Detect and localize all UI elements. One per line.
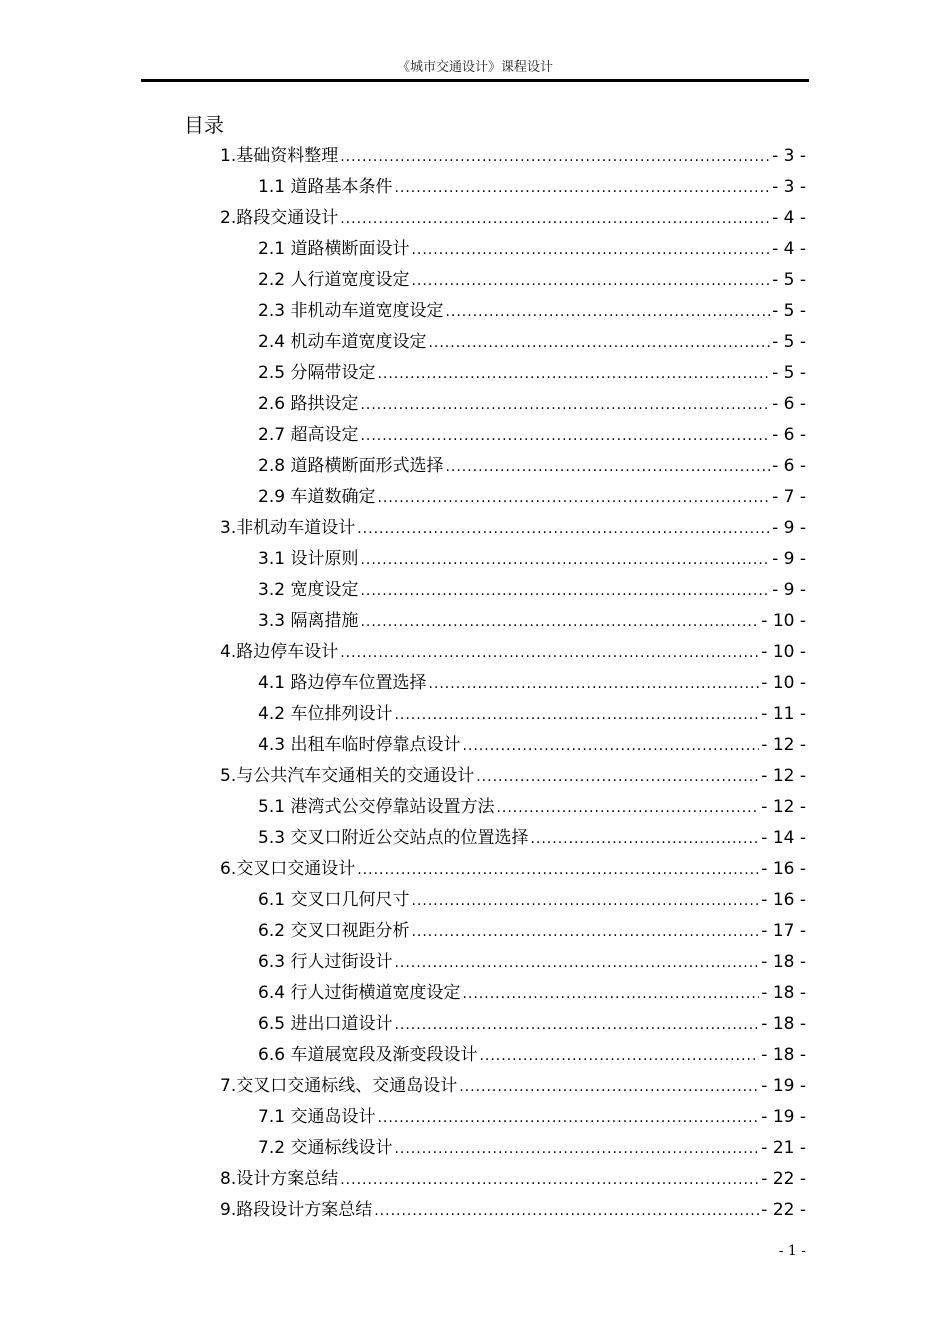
toc-entry[interactable] (220, 296, 806, 327)
toc-entry[interactable] (220, 327, 806, 358)
toc-entry[interactable] (220, 575, 806, 606)
toc-entry[interactable] (220, 1195, 806, 1226)
page-header: 《城市交通设计》课程设计 (396, 60, 553, 75)
toc-dot-leader (357, 855, 759, 886)
toc-entry-page: - 5 - (772, 332, 806, 352)
toc-entry-text: 3.非机动车道设计 (220, 518, 356, 538)
toc-entry-page: - 14 - (761, 828, 806, 848)
toc-entry-page: - 12 - (761, 797, 806, 817)
toc-dot-leader (360, 576, 770, 607)
toc-entry-text: 7.1 交通岛设计 (258, 1107, 376, 1127)
toc-entry-page: - 5 - (772, 363, 806, 383)
toc-entry-text: 2.3 非机动车道宽度设定 (258, 301, 444, 321)
header-rule (141, 79, 809, 82)
toc-dot-leader (360, 607, 759, 638)
toc-entry-page: - 5 - (772, 270, 806, 290)
toc-dot-leader (360, 545, 770, 576)
toc-dot-leader (394, 700, 759, 731)
toc-entry[interactable] (220, 947, 806, 978)
toc-entry-text: 3.2 宽度设定 (258, 580, 359, 600)
toc-entry-text: 2.9 车道数确定 (258, 487, 376, 507)
toc-entry[interactable] (220, 513, 806, 544)
toc-entry[interactable] (220, 854, 806, 885)
toc-dot-leader (459, 1072, 759, 1103)
toc-dot-leader (377, 359, 770, 390)
toc-entry-text: 3.1 设计原则 (258, 549, 359, 569)
toc-dot-leader (394, 1010, 759, 1041)
toc-entry-page: - 18 - (761, 1045, 806, 1065)
toc-entry[interactable] (220, 823, 806, 854)
toc-entry-page: - 4 - (772, 239, 806, 259)
toc-entry-text: 5.与公共汽车交通相关的交通设计 (220, 766, 475, 786)
toc-dot-leader (428, 669, 759, 700)
toc-entry-text: 5.3 交叉口附近公交站点的位置选择 (258, 828, 529, 848)
toc-entry[interactable] (220, 1071, 806, 1102)
toc-entry[interactable] (220, 172, 806, 203)
toc-entry-text: 2.8 道路横断面形式选择 (258, 456, 444, 476)
toc-entry-text: 2.7 超高设定 (258, 425, 359, 445)
toc-entry-page: - 6 - (772, 425, 806, 445)
toc-entry[interactable] (220, 1009, 806, 1040)
toc-entry-text: 2.5 分隔带设定 (258, 363, 376, 383)
toc-entry-text: 6.6 车道展宽段及渐变段设计 (258, 1045, 478, 1065)
toc-dot-leader (496, 793, 759, 824)
toc-entry[interactable] (220, 141, 806, 172)
toc-entry-page: - 19 - (761, 1076, 806, 1096)
toc-entry[interactable] (220, 1133, 806, 1164)
toc-entry-text: 4.1 路边停车位置选择 (258, 673, 427, 693)
toc-entry-text: 8.设计方案总结 (220, 1169, 339, 1189)
toc-entry[interactable] (220, 1102, 806, 1133)
toc-entry-page: - 12 - (761, 766, 806, 786)
toc-entry-page: - 11 - (761, 704, 806, 724)
toc-entry-page: - 22 - (761, 1169, 806, 1189)
toc-entry[interactable] (220, 916, 806, 947)
toc-entry-page: - 3 - (772, 177, 806, 197)
toc-dot-leader (377, 483, 770, 514)
toc-entry-page: - 6 - (772, 394, 806, 414)
toc-entry[interactable] (220, 885, 806, 916)
toc-entry-text: 6.1 交叉口几何尺寸 (258, 890, 410, 910)
toc-entry-page: - 18 - (761, 1014, 806, 1034)
toc-dot-leader (360, 390, 770, 421)
toc-dot-leader (445, 297, 770, 328)
toc-entry-page: - 18 - (761, 983, 806, 1003)
toc-entry-page: - 6 - (772, 456, 806, 476)
toc-entry-page: - 18 - (761, 952, 806, 972)
toc-dot-leader (394, 1134, 759, 1165)
toc-entry[interactable] (220, 420, 806, 451)
toc-dot-leader (394, 948, 759, 979)
toc-entry[interactable] (220, 699, 806, 730)
toc-entry-page: - 16 - (761, 890, 806, 910)
toc-dot-leader (360, 421, 770, 452)
toc-entry-page: - 9 - (772, 580, 806, 600)
toc-dot-leader (340, 638, 759, 669)
toc-entry-text: 5.1 港湾式公交停靠站设置方法 (258, 797, 495, 817)
toc-entry-page: - 21 - (761, 1138, 806, 1158)
toc-entry-page: - 12 - (761, 735, 806, 755)
toc-entry-page: - 10 - (761, 611, 806, 631)
toc-entry[interactable] (220, 544, 806, 575)
toc-entry[interactable] (220, 451, 806, 482)
toc-entry-text: 7.2 交通标线设计 (258, 1138, 393, 1158)
toc-dot-leader (340, 1165, 759, 1196)
toc-entry[interactable] (220, 234, 806, 265)
toc-entry-text: 2.6 路拱设定 (258, 394, 359, 414)
toc-dot-leader (411, 917, 759, 948)
toc-entry[interactable] (220, 1040, 806, 1071)
toc-entry-page: - 17 - (761, 921, 806, 941)
toc-entry-text: 2.1 道路横断面设计 (258, 239, 410, 259)
toc-entry[interactable] (220, 730, 806, 761)
toc-title: 目录 (184, 113, 224, 137)
toc-dot-leader (530, 824, 759, 855)
toc-entry-page: - 19 - (761, 1107, 806, 1127)
toc-entry-text: 2.4 机动车道宽度设定 (258, 332, 427, 352)
page-number: - 1 - (778, 1243, 806, 1259)
toc-dot-leader (411, 886, 759, 917)
toc-entry-text: 6.交叉口交通设计 (220, 859, 356, 879)
toc-entry-text: 3.3 隔离措施 (258, 611, 359, 631)
toc-entry-page: - 3 - (772, 146, 806, 166)
toc-entry-page: - 4 - (772, 208, 806, 228)
toc-dot-leader (340, 142, 770, 173)
toc-entry-text: 7.交叉口交通标线、交通岛设计 (220, 1076, 458, 1096)
toc-entry[interactable] (220, 389, 806, 420)
toc-entry-text: 9.路段设计方案总结 (220, 1200, 373, 1220)
toc-entry[interactable] (220, 482, 806, 513)
toc-dot-leader (445, 452, 770, 483)
toc-entry[interactable] (220, 978, 806, 1009)
toc-entry-page: - 5 - (772, 301, 806, 321)
toc-entry-page: - 9 - (772, 549, 806, 569)
toc-dot-leader (377, 1103, 759, 1134)
toc-entry[interactable] (220, 761, 806, 792)
toc-entry[interactable] (220, 668, 806, 699)
toc-entry-page: - 22 - (761, 1200, 806, 1220)
toc-dot-leader (374, 1196, 759, 1227)
toc-entry[interactable] (220, 203, 806, 234)
toc-entry-text: 6.2 交叉口视距分析 (258, 921, 410, 941)
toc-dot-leader (411, 266, 770, 297)
toc-dot-leader (428, 328, 770, 359)
toc-entry-text: 4.3 出租车临时停靠点设计 (258, 735, 461, 755)
toc-dot-leader (411, 235, 770, 266)
toc-entry-text: 1.基础资料整理 (220, 146, 339, 166)
toc-entry-page: - 10 - (761, 642, 806, 662)
toc-entry-text: 2.路段交通设计 (220, 208, 339, 228)
toc-dot-leader (357, 514, 770, 545)
toc-dot-leader (479, 1041, 759, 1072)
toc-entry-page: - 10 - (761, 673, 806, 693)
toc-entry-text: 6.4 行人过街横道宽度设定 (258, 983, 461, 1003)
toc-entry[interactable] (220, 265, 806, 296)
toc-dot-leader (340, 204, 770, 235)
toc-entry-text: 6.3 行人过街设计 (258, 952, 393, 972)
toc-dot-leader (394, 173, 770, 204)
toc-entry[interactable] (220, 637, 806, 668)
toc-dot-leader (476, 762, 759, 793)
toc-entry-text: 2.2 人行道宽度设定 (258, 270, 410, 290)
toc-entry[interactable] (220, 792, 806, 823)
toc-dot-leader (462, 731, 759, 762)
toc-entry-text: 4.2 车位排列设计 (258, 704, 393, 724)
toc-entry[interactable] (220, 358, 806, 389)
toc-entry-text: 6.5 进出口道设计 (258, 1014, 393, 1034)
toc-list (220, 141, 806, 1226)
toc-entry-page: - 16 - (761, 859, 806, 879)
toc-dot-leader (462, 979, 759, 1010)
toc-entry-page: - 9 - (772, 518, 806, 538)
toc-entry[interactable] (220, 606, 806, 637)
toc-entry[interactable] (220, 1164, 806, 1195)
toc-entry-text: 1.1 道路基本条件 (258, 177, 393, 197)
toc-entry-page: - 7 - (772, 487, 806, 507)
toc-entry-text: 4.路边停车设计 (220, 642, 339, 662)
